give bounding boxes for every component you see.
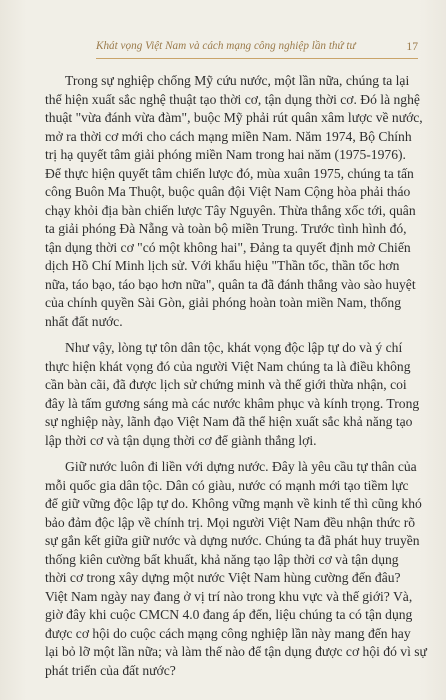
text-line: công Buôn Ma Thuột, buộc quân đội Việt Nam Cộng hòa phải tháo — [45, 184, 411, 199]
text-line: lập thời cơ và tận dụng thời cơ để giành thắng lợi. — [45, 432, 317, 448]
text-line: mở ra thời cơ mới cho cách mạng miền Nam. Năm 1974, Bộ Chính — [45, 128, 412, 144]
text-line: thể hiện xuất sắc nghệ thuật tạo thời cơ, tận dụng thời cơ. Đó là nghệ — [45, 91, 420, 107]
text-line: được cơ hội do cuộc cách mạng công nghiệp lần này mang đến hay — [45, 625, 411, 641]
text-line: nữa, táo bạo, táo bạo hơn nữa", quân ta đã đánh thẳng vào sào huyệt — [45, 276, 416, 292]
text-line: để giữ vững độc lập tự do. Không vững mạnh về kinh tế thì cũng khó — [45, 496, 422, 511]
text-line: bảo đảm độc lập về chính trị. Mọi người Việt Nam đều nhận thức rõ — [45, 514, 416, 530]
text-line: thời cơ trong xây dựng một nước Việt Nam hùng cường đến đâu? — [45, 570, 401, 585]
text-line: thực hiện khát vọng đó của người Việt Nam chúng ta là điều không — [45, 358, 411, 374]
page-number: 17 — [406, 40, 418, 53]
text-line: sự nghiệp này, lãnh đạo Việt Nam đã thể hiện xuất sắc khả năng tạo — [45, 414, 413, 429]
text-line: trị hạ quyết tâm giải phóng miền Nam trong hai năm (1975-1976). — [45, 147, 406, 162]
text-line: giờ đây khi cuộc CMCN 4.0 đang áp đến, liệu chúng ta có tận dụng — [45, 607, 413, 622]
paragraph-3 — [45, 458, 427, 680]
text-line: ta giải phóng Đà Nẵng và toàn bộ miền Trung. Trước tình hình đó, — [45, 221, 407, 236]
body-text — [45, 72, 427, 688]
text-line: Như vậy, lòng tự tôn dân tộc, khát vọng độc lập tự do và ý chí — [65, 340, 403, 355]
text-line: Việt Nam ngày nay đang ở vị trí nào trong khu vực và thế giới? Và, — [45, 588, 413, 604]
text-line: sự gắn kết giữa giữ nước và dựng nước. Chúng ta đã phát huy truyền — [45, 533, 420, 548]
text-line: Để thực hiện quyết tâm chiến lược đó, mùa xuân 1975, chúng ta tấn — [45, 165, 414, 181]
text-line: lại bỏ lỡ một lần nữa; và làm thế nào để tận dụng được cơ hội đó vì sự — [45, 644, 427, 659]
running-title: Khát vọng Việt Nam và cách mạng công nghiệp lần thứ tư — [96, 40, 356, 52]
text-line: dịch Hồ Chí Minh lịch sử. Với khẩu hiệu "Thần tốc, thần tốc hơn — [45, 258, 400, 273]
text-line: Giữ nước luôn đi liền với dựng nước. Đây là yêu cầu tự thân của — [65, 459, 417, 474]
text-line: đây là tấm gương sáng mà các nước khâm phục và kính trọng. Trong — [45, 395, 420, 411]
text-line: thuật "vừa đánh vừa đàm", buộc Mỹ phải rút quân xâm lược về nước, — [45, 110, 423, 125]
text-line: tận dụng thời cơ "có một không hai", Đảng ta quyết định mở Chiến — [45, 239, 411, 255]
text-line: nhất đất nước. — [45, 313, 123, 329]
text-line: cần bàn cãi, đã được lịch sử chứng minh và thế giới thừa nhận, coi — [45, 377, 407, 392]
text-line: Trong sự nghiệp chống Mỹ cứu nước, một lần nữa, chúng ta lại — [65, 73, 410, 88]
text-line: thống kiên cường bất khuất, khả năng tạo lập thời cơ và tận dụng — [45, 551, 399, 567]
text-line: mỗi quốc gia dân tộc. Dân có giàu, nước có mạnh mới tạo tiềm lực — [45, 477, 409, 493]
page-header — [96, 40, 418, 59]
text-line: của chính quyền Sài Gòn, giải phóng hoàn toàn miền Nam, thống — [45, 295, 402, 310]
paragraph-2 — [45, 339, 420, 450]
paragraph-1 — [45, 72, 423, 331]
text-line: phát triển của đất nước? — [45, 662, 176, 678]
text-line: chạy khỏi địa bàn chiến lược Tây Nguyên. Thừa thắng xốc tới, quân — [45, 202, 416, 218]
